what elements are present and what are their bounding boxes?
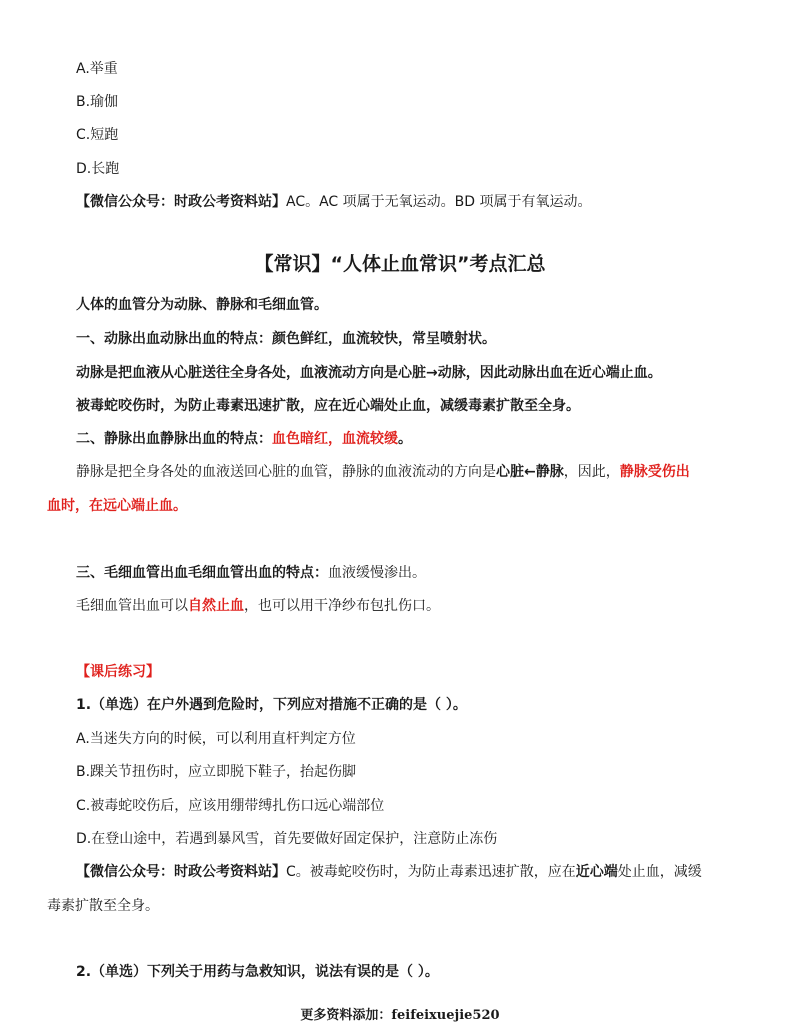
vein-heading [76,429,412,449]
q1-answer-line-1 [76,862,702,882]
answer-text: AC。AC 项属于无氧运动。BD 项属于有氧运动。 [286,194,592,210]
vein-paragraph-line-2: 血时，在远心端止血。 [47,498,187,514]
capillary-paragraph [76,596,440,616]
capillary-heading-label: 三、毛细血管出血毛细血管出血的特点： [76,565,328,581]
vein-heading-highlight: 血色暗红，血流较缓 [272,431,398,447]
q1-option-b: B.踝关节扭伤时，应立即脱下鞋子，抬起伤脚 [76,764,357,780]
capillary-heading-text: 血液缓慢渗出。 [328,565,426,581]
option-d: D.长跑 [76,161,120,177]
q1-option-c: C.被毒蛇咬伤后，应该用绷带缚扎伤口远心端部位 [76,798,385,814]
option-b: B.瑜伽 [76,94,119,110]
vein-heading-label: 二、静脉出血静脉出血的特点： [76,431,272,447]
artery-line-2: 被毒蛇咬伤时，为防止毒素迅速扩散，应在近心端处止血，减缓毒素扩散至全身。 [76,398,580,414]
option-a: A.举重 [76,61,118,77]
section-title: 【常识】“人体止血常识”考点汇总 [254,253,546,275]
answer-line [76,192,592,212]
q1-answer-text-c: 处止血，减缓 [617,864,702,880]
vein-highlight-a: 静脉受伤出 [619,464,690,480]
vein-heading-end: 。 [398,431,412,447]
q1-answer-highlight: 近心端 [575,864,618,880]
q1-answer-tag: 【微信公众号：时政公考资料站】 [76,864,286,880]
q1-option-d: D.在登山途中，若遇到暴风雪，首先要做好固定保护，注意防止冻伤 [76,831,498,847]
artery-heading: 一、动脉出血动脉出血的特点：颜色鲜红，血流较快，常呈喷射状。 [76,331,496,347]
vein-direction: 心脏←静脉 [496,464,564,480]
vein-paragraph-line-1 [76,462,690,482]
answer-tag: 【微信公众号：时政公考资料站】 [76,194,286,210]
artery-line-1: 动脉是把血液从心脏送往全身各处，血液流动方向是心脏→动脉，因此动脉出血在近心端止血。 [76,365,662,381]
vein-text-a: 静脉是把全身各处的血液送回心脏的血管，静脉的血液流动的方向是 [76,464,496,480]
option-c: C.短跑 [76,127,119,143]
vein-text-c: ，因此， [563,464,620,480]
capillary-highlight: 自然止血 [188,598,244,614]
q2-stem: 2.（单选）下列关于用药与急救知识，说法有误的是（ ）。 [76,964,439,980]
practice-label: 【课后练习】 [76,664,160,680]
capillary-heading [76,563,426,583]
capillary-text-c: ，也可以用干净纱布包扎伤口。 [244,598,440,614]
q1-answer-text-a: C。被毒蛇咬伤时，为防止毒素迅速扩散，应在 [286,864,576,880]
footer-text: 更多资料添加：feifeixuejie520 [300,1008,500,1023]
q1-option-a: A.当迷失方向的时候，可以利用直杆判定方位 [76,731,356,747]
intro-text: 人体的血管分为动脉、静脉和毛细血管。 [76,297,328,313]
capillary-text-a: 毛细血管出血可以 [76,598,188,614]
q1-stem: 1.（单选）在户外遇到危险时，下列应对措施不正确的是（ ）。 [76,697,467,713]
q1-answer-line-2: 毒素扩散至全身。 [47,898,159,914]
